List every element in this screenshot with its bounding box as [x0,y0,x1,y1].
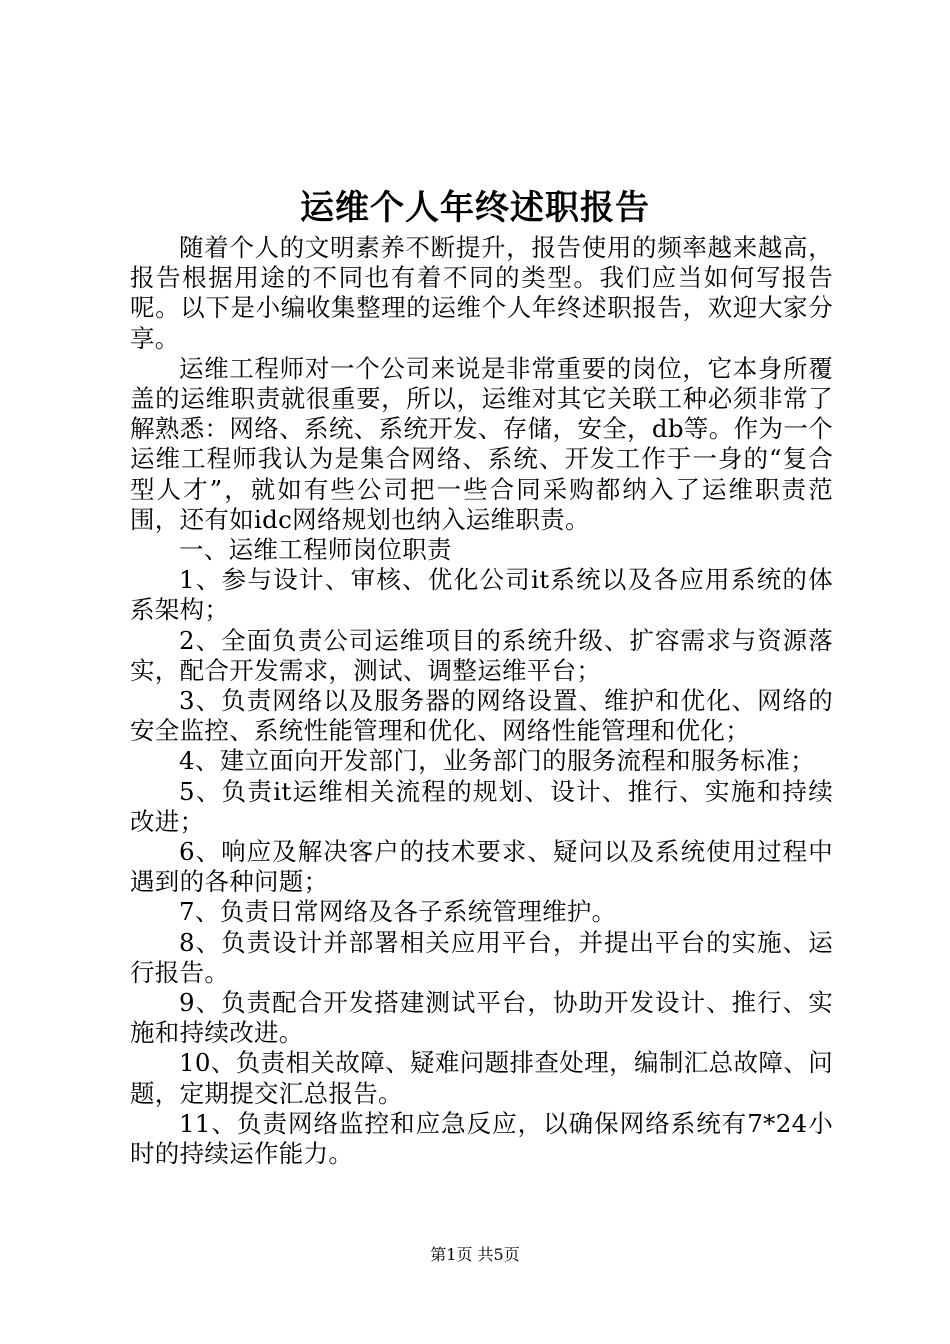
duty-item-7: 7、负责日常网络及各子系统管理维护。 [179,897,617,927]
document-body [130,233,833,1169]
page-number-footer: 第1页 共5页 [430,1245,520,1264]
section-heading: 一、运维工程师岗位职责 [179,535,452,565]
duty-item-5: 5、负责it运维相关流程的规划、设计、推行、实施和持续改进； [130,776,833,836]
duty-item-6: 6、响应及解决客户的技术要求、疑问以及系统使用过程中遇到的各种问题； [130,837,833,897]
duty-item-2: 2、全面负责公司运维项目的系统升级、扩容需求与资源落实，配合开发需求，测试、调整运维平台； [130,625,833,685]
duty-item-8: 8、负责设计并部署相关应用平台，并提出平台的实施、运行报告。 [130,927,833,987]
overview-paragraph: 运维工程师对一个公司来说是非常重要的岗位，它本身所覆盖的运维职责就很重要，所以，运维对其它关联工种必须非常了解熟悉：网络、系统、系统开发、存储，安全，db等。作为一个运维工程师我认为是集合网络、系统、开发工作于一身的“复合型人才”，就如有些公司把一些合同采购都纳入了运维职责范围，还有如idc网络规划也纳入运维职责。 [130,353,833,534]
duty-item-10: 10、负责相关故障、疑难问题排查处理，编制汇总故障、问题，定期提交汇总报告。 [130,1048,833,1108]
duty-item-9: 9、负责配合开发搭建测试平台，协助开发设计、推行、实施和持续改进。 [130,988,833,1048]
duty-item-4: 4、建立面向开发部门，业务部门的服务流程和服务标准； [179,746,815,776]
duty-item-11: 11、负责网络监控和应急反应，以确保网络系统有7*24小时的持续运作能力。 [130,1108,833,1169]
duty-item-3: 3、负责网络以及服务器的网络设置、维护和优化、网络的安全监控、系统性能管理和优化、网络性能管理和优化； [130,686,833,746]
duty-item-1: 1、参与设计、审核、优化公司it系统以及各应用系统的体系架构； [130,565,833,625]
intro-paragraph: 随着个人的文明素养不断提升，报告使用的频率越来越高，报告根据用途的不同也有着不同的类型。我们应当如何写报告呢。以下是小编收集整理的运维个人年终述职报告，欢迎大家分享。 [130,233,833,353]
document-title: 运维个人年终述职报告 [300,188,650,228]
